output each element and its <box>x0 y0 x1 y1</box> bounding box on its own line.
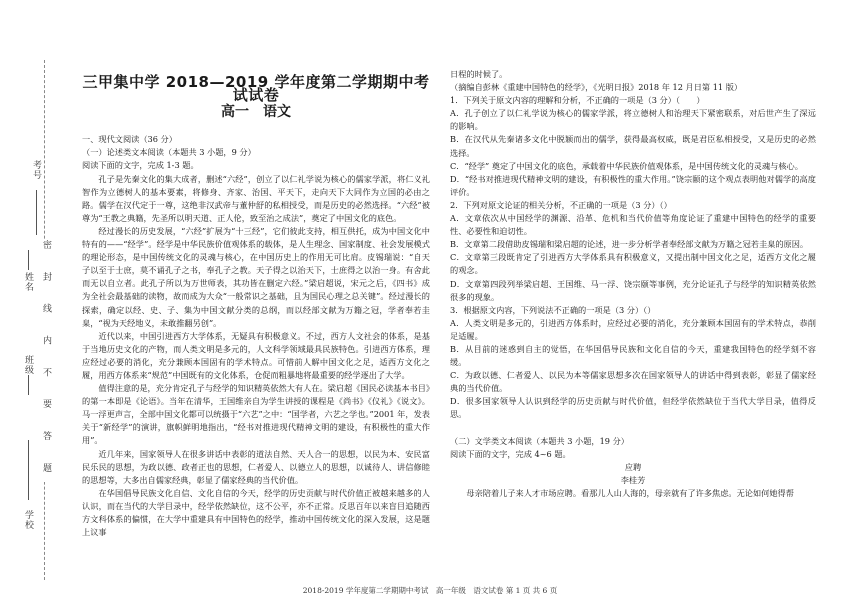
paragraph: D．“经书对推进现代精神文明的建设，有积极性的重大作用。”饶宗颐的这个观点表明他对儒学的高度评价。 <box>450 173 816 197</box>
exam-no-blank <box>36 190 37 235</box>
paragraph: 一、现代文阅读（36 分） <box>82 134 177 145</box>
paragraph: C．为政以德、仁者爱人、以民为本等儒家思想多次在国家领导人的讲话中得到表彰，彰显了儒家经典的当代价值。 <box>450 370 816 394</box>
paragraph: 3．根据原文内容，下列说法不正确的一项是（3 分）（） <box>450 304 656 315</box>
paragraph: 2．下列对原文论证的相关分析，不正确的一项是（3 分）（） <box>450 199 672 210</box>
paragraph: 母亲陪着儿子来人才市场应聘。看那儿人山人海的，母亲就有了许多焦虑。无论如何她得帮 <box>466 487 794 498</box>
school-blank <box>28 440 29 500</box>
right-column <box>450 68 816 500</box>
paragraph: 应聘 <box>624 461 642 472</box>
paragraph: D．很多国家领导人认识到经学的历史贡献与时代价值，但经学依然缺位于当代大学目录，值得反思。 <box>450 396 816 420</box>
paragraph: （摘编自彭林《重建中国特色的经学》，《光明日报》2018 年 12 月日第 11 版） <box>450 82 743 93</box>
paragraph: B．文章第二段借助皮锡瑞和梁启超的论述，进一步分析学者奉经部文献为万籍之冠若圭臬的原因。 <box>450 239 809 250</box>
paragraph: D．文章第四段列举梁启超、王国维、马一浮、饶宗颐等事例，充分论证孔子与经学的知识精英依然很多的现象。 <box>450 278 816 302</box>
name-blank <box>28 250 29 270</box>
paragraph: A．人类文明是多元的，引进西方体系时，应经过必要的消化，充分兼顾本国固有的学术特点，恭削足适履。 <box>450 317 816 341</box>
paragraph: （二）文学类文本阅读（本题共 3 小题，19 分） <box>450 435 629 446</box>
exam-no-label: 考号 <box>31 160 41 180</box>
paragraph: 在华国倡导民族文化自信、文化自信的今天，经学的历史贡献与时代价值正被越来越多的人认识，而在当代的大学目录中，经学依然缺位，这不公平，亦不正常。反思百年以来盲目追随西方文科体系的偏惯，在大学中重建具有中国特色的经学，推动中国传统文化的深入发展，这是题上议事 <box>82 487 430 538</box>
class-label: 班级 <box>23 355 33 375</box>
paragraph: 日程的时候了。 <box>450 69 508 79</box>
exam-subtitle: 高一 语文 <box>221 104 291 121</box>
paragraph: 近代以来，中国引进西方大学体系，无疑具有积极意义。不过，西方人文社会的体系，是基于当地历史文化的产物，而人类文明是多元的，人文科学领域最具民族特色。引进西方体系，理应经过必要的消化，充分兼顾本国固有的学术特点。可惜前人解中国文化之足，适西方文化之履，用西方体系来“规范”中国既有的文化体系，仓促而粗暴地将最重要的经学逐出了大学。 <box>82 330 430 380</box>
paragraph: 1．下列关于原文内容的理解和分析，不正确的一项是（3 分）（ ） <box>450 95 705 106</box>
paragraph: A．文章依次从中国经学的渊源、沿革、危机和当代价值等角度论证了重建中国特色的经学的重要性、必要性和迫切性。 <box>450 213 816 237</box>
left-column-body <box>82 133 430 539</box>
right-column-body <box>450 68 816 500</box>
paragraph: 值得注意的是，充分肯定孔子与经学的知识精英依然大有人在。梁启超《国民必读基本书目》的第一本即是《论语》。当年在清华，王国维亲自为学生讲授的课程是《尚书》《仪礼》《说文》。马一浮更声言，全部中国文化都可以统摄于“六艺”之中：“国学者，六艺之学也。”2001 年，发表关于“新经学”的演讲，旗帜鲜明地指出，“经书对推进现代精神文明的建设，有积极性的重大作用”。 <box>82 383 430 446</box>
exam-title: 三甲集中学 2018—2019 学年度第二学期期中考试试卷 <box>82 73 430 105</box>
paragraph: 阅读下面的文字，完成 1-3 题。 <box>82 160 199 171</box>
paragraph: （一）论述类文本阅读（本题共 3 小题，9 分） <box>82 147 256 158</box>
seal-notice: 密 封 线 内 不 要 答 题 <box>41 240 51 483</box>
paragraph: 近几年来，国家领导人在很多讲话中表彰的道法自然、天人合一的思想，以民为本、安民富民乐民的思想，为政以德、政者正也的思想，仁者爱人、以德立人的思想，以诚待人、讲信修睦的思想等，大多出自儒家经典，彰显了儒家经典的当代价值。 <box>82 448 430 485</box>
paragraph: C．“经学” 奠定了中国文化的底色，承载着中华民族价值观体系，是中国传统文化的灵魂与核心。 <box>450 160 803 171</box>
name-label: 姓名 <box>23 272 33 292</box>
paragraph: B．从目前的迷惑到自主的觉悟，在华国倡导民族和文化自信的今天，重建我国特色的经学刻不容缓。 <box>450 343 816 368</box>
paragraph: 经过漫长的历史发展，“六经”扩展为“十三经”，它们彼此支持，相互供托，成为中国文化中特有的——“经学”。经学是中华民族价值观体系的载体，是人生理念、国家制度、社会发展模式的理论形态，是中国传统文化的灵魂与核心，在中国历史上的作用无可比肩。皮锡瑞说：“自天子以至于士庶，莫不诵孔子之书，奉孔子之教。天子得之以治天下，士庶得之以治一身。有舍此而无以自立者。此孔子所以为万世师表，其功皆在删定六经。”梁启超说，宋元之后，《四书》成为全社会最基础的读物，故而成为大众“一般常识之基础，且为国民心理之总关键”。经过漫长的探索，确定以经、史、子、集为中国文献分类的总纲，而以经部文献为万籍之冠，学者奉若圭臬，“视为天经地义，未敢推翻另创”。 <box>82 225 430 328</box>
page-footer: 2018-2019 学年度第二学期期中考试 高一年级 语文试卷 第 1 页 共 6 页 <box>302 586 558 595</box>
paragraph <box>450 422 816 435</box>
paragraph: 阅读下面的文字，完成 4~6 题。 <box>450 448 571 459</box>
class-blank <box>28 375 29 395</box>
binding-margin <box>0 0 58 611</box>
paragraph: 孔子是先秦文化的集大成者，删述“六经”，创立了以仁礼学说为核心的儒家学派，将仁义礼智作为立德树人的基本要素，将修身、齐家、治国、平天下，走向天下大同作为立国的必由之路。儒学在汉代定于一尊，这绝非汉武帝与董仲舒的私相授受，而是历史的必然选择。“六经”被尊为“王教之典籍，先圣所以明天道、正人伦，致至治之成法”，奠定了中国文化的底色。 <box>82 173 430 223</box>
paragraph: 李桂芳 <box>620 474 646 485</box>
paragraph: B．在汉代从先秦诸多文化中脱颖而出的儒学，获得最高权威，既是君臣私相授受，又是历史的必然选择。 <box>450 134 816 158</box>
paragraph: C．文章第三段既肯定了引进西方大学体系具有积极意义，又提出制中国文化之足，适西方文化之履的观念。 <box>450 252 816 276</box>
left-column <box>82 68 430 539</box>
paragraph: A．孔子创立了以仁礼学说为核心的儒家学派，将立德树人和治理天下紧密联系，对后世产生了深远的影响。 <box>450 108 816 132</box>
school-label: 学校 <box>23 510 33 530</box>
